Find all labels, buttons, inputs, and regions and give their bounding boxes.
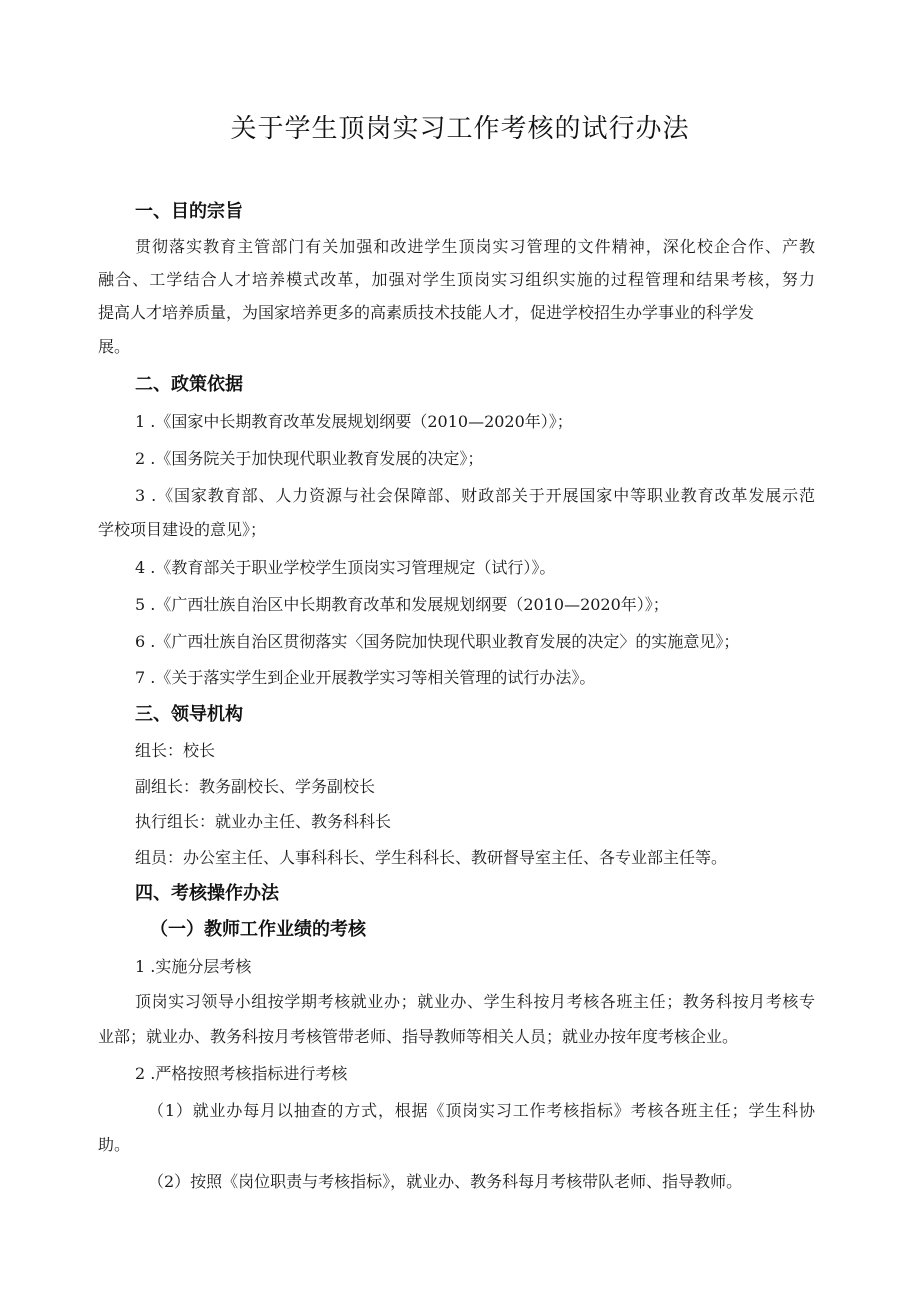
leadership-line: 组员：办公室主任、人事科科长、学生科科长、教研督导室主任、各专业部主任等。 — [135, 848, 728, 867]
section-heading-policy-basis: 二、政策依据 — [135, 374, 243, 395]
assessment-line: 业部；就业办、教务科按月考核管带老师、指导教师等相关人员；就业办按年度考核企业。 — [98, 1027, 739, 1046]
assessment-line: 1 .实施分层考核 — [135, 957, 252, 976]
policy-item: 2 .《国务院关于加快现代职业教育发展的决定》； — [135, 449, 484, 468]
policy-item: 6 .《广西壮族自治区贯彻落实〈国务院加快现代职业教育发展的决定〉的实施意见》； — [135, 632, 740, 651]
assessment-line: （1）就业办每月以抽查的方式，根据《顶岗实习工作考核指标》考核各班主任；学生科协 — [148, 1101, 815, 1120]
assessment-line: 2 .严格按照考核指标进行考核 — [135, 1064, 348, 1083]
assessment-line: （2）按照《岗位职责与考核指标》，就业办、教务科每月考核带队老师、指导教师。 — [148, 1172, 743, 1191]
paragraph-line: 展。 — [98, 337, 131, 356]
policy-item: 7 .《关于落实学生到企业开展教学实习等相关管理的试行办法》。 — [135, 668, 596, 687]
section-heading-leadership: 三、领导机构 — [135, 704, 243, 725]
paragraph-line: 贯彻落实教育主管部门有关加强和改进学生顶岗实习管理的文件精神，深化校企合作、产教 — [135, 237, 815, 256]
leadership-line: 组长：校长 — [135, 741, 216, 760]
section-heading-assessment: 四、考核操作办法 — [135, 883, 279, 904]
paragraph-line: 提高人才培养质量，为国家培养更多的高素质技术技能人才，促进学校招生办学事业的科学发 — [98, 303, 755, 322]
assessment-line: 顶岗实习领导小组按学期考核就业办；就业办、学生科按月考核各班主任；教务科按月考核专 — [135, 992, 815, 1011]
policy-item: 3 .《国家教育部、人力资源与社会保障部、财政部关于开展国家中等职业教育改革发展示范 — [135, 486, 815, 505]
leadership-line: 副组长：教务副校长、学务副校长 — [135, 777, 376, 796]
section-heading-purpose: 一、目的宗旨 — [135, 201, 243, 222]
assessment-line: 助。 — [98, 1135, 131, 1154]
document-title: 关于学生顶岗实习工作考核的试行办法 — [230, 114, 690, 144]
leadership-line: 执行组长：就业办主任、教务科科长 — [135, 812, 392, 831]
policy-item: 1 .《国家中长期教育改革发展规划纲要（2010—2020年）》； — [135, 412, 573, 431]
policy-item: 5 .《广西壮族自治区中长期教育改革和发展规划纲要（2010—2020年）》； — [135, 595, 669, 614]
policy-item-continued: 学校项目建设的意见》； — [98, 520, 267, 539]
policy-item: 4 .《教育部关于职业学校学生顶岗实习管理规定（试行）》。 — [135, 558, 556, 577]
subsection-heading-teacher-assessment: （一）教师工作业绩的考核 — [150, 919, 366, 940]
paragraph-line: 融合、工学结合人才培养模式改革，加强对学生顶岗实习组织实施的过程管理和结果考核，努力 — [98, 270, 815, 289]
